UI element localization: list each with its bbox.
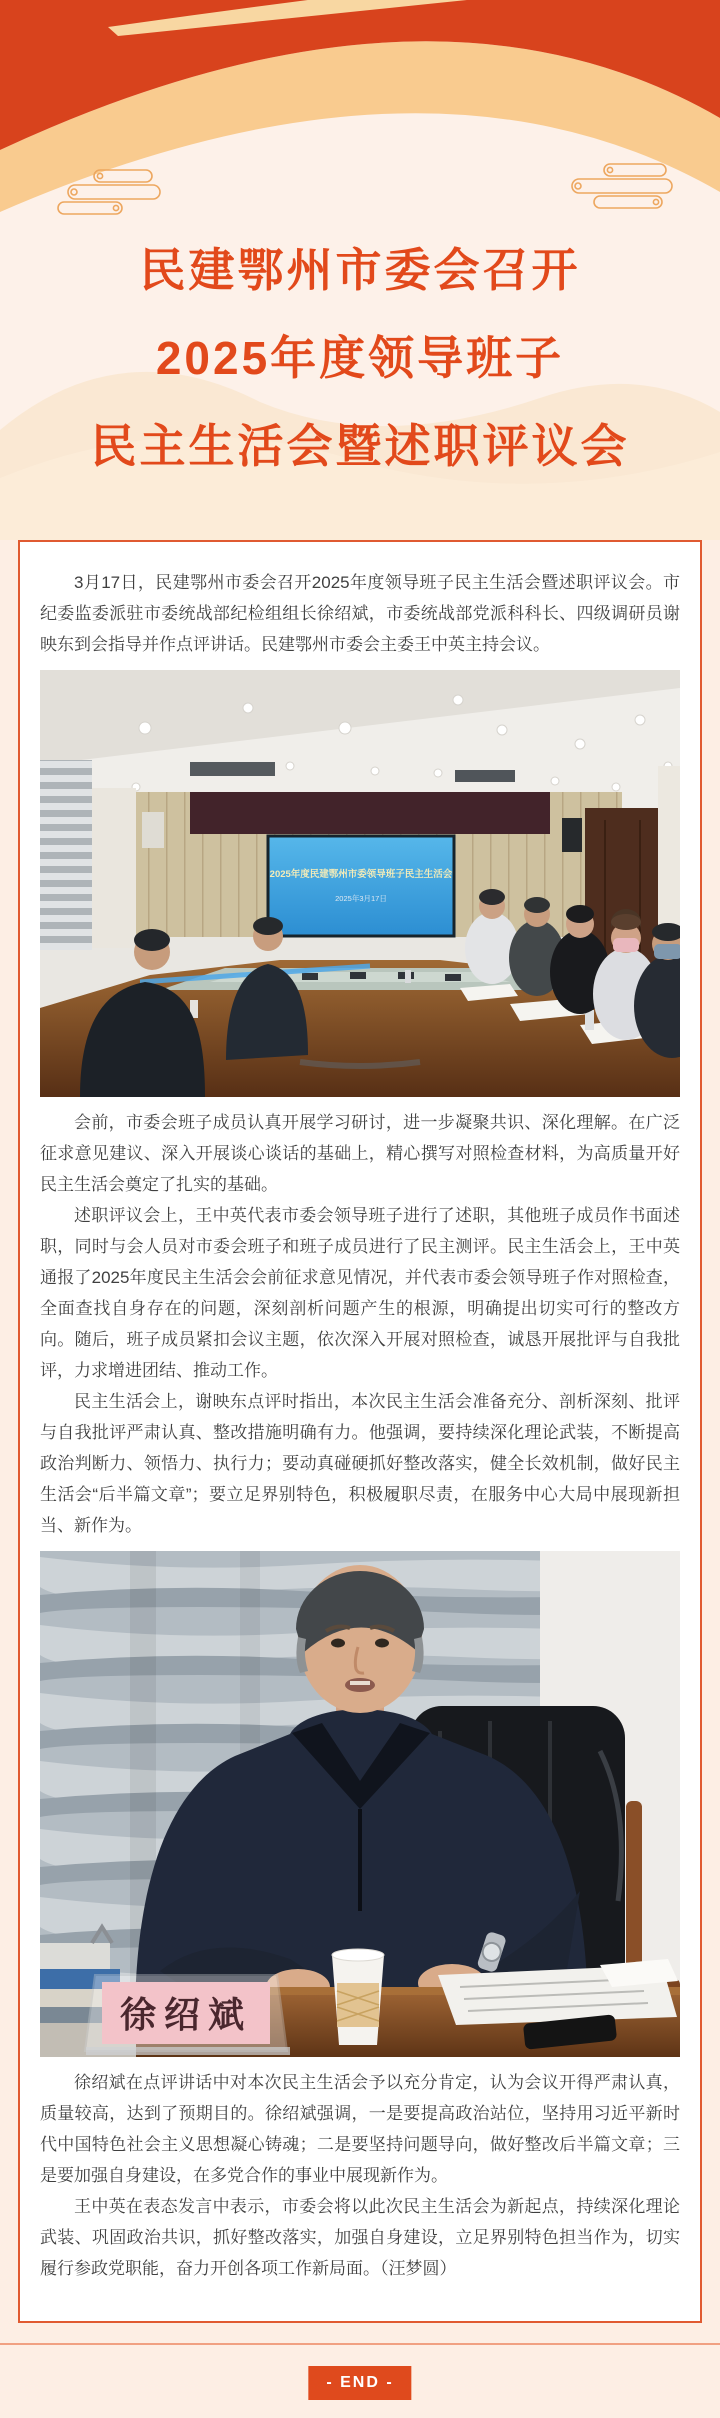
name-card-text: 徐绍斌 [119,1994,253,2035]
meeting-room-illustration [40,670,680,1097]
screen-header-panel [190,792,550,834]
speaker [562,818,582,852]
meeting-room-photo[interactable] [40,670,680,1097]
window-blinds [40,760,92,950]
page-title [0,226,720,490]
paper-cup [332,1949,384,2045]
end-badge: - END - [308,2366,411,2400]
projection-screen [268,836,454,936]
header-banner [0,0,720,540]
ac-vent [190,762,275,776]
article-paragraph: 会前，市委会班子成员认真开展学习研讨，进一步凝聚共识、深化理解。在广泛征求意见建议、深入开展谈心谈话的基础上，精心撰写对照检查材料，为高质量开好民主生活会奠定了扎实的基础。 [40,1113,680,1194]
article-paragraph: 徐绍斌在点评讲话中对本次民主生活会予以充分肯定，认为会议开得严肃认真，质量较高，达到了预期目的。徐绍斌强调，一是要提高政治站位，坚持用习近平新时代中国特色社会主义思想凝心铸魂；二是要坚持问题导向，做好整改后半篇文章；三是要加强自身建设，在多党合作的事业中展现新作为。 [40,2073,680,2185]
title-line-1: 民建鄂州市委会召开 [139,244,581,296]
screen-date-text: 2025年3月17日 [335,894,387,903]
screen-title-text: 2025年度民建鄂州市委领导班子民主生活会 [269,869,453,880]
article-card [18,540,702,2323]
article-paragraph: 民主生活会上，谢映东点评时指出，本次民主生活会准备充分、剖析深刻、批评与自我批评严肃认真、整改措施明确有力。他强调，要持续深化理论武装，不断提高政治判断力、领悟力、执行力；要动真碰硬抓好整改落实，健全长效机制，做好民主生活会“后半篇文章”；要立足界别特色，积极履职尽责，在服务中心大局中展现新担当、新作为。 [40,1392,680,1535]
speaker [142,812,164,848]
article-paragraph: 王中英在表态发言中表示，市委会将以此次民主生活会为新起点，持续深化理论武装、巩固政治共识，抓好整改落实，加强自身建设，立足界别特色担当作为，切实履行参政党职能，奋力开创各项工作新局面。（汪梦圆） [40,2197,680,2278]
speaker-illustration [40,1551,680,2057]
wall-column [92,788,136,948]
title-line-2: 2025年度领导班子 [155,332,565,384]
ac-vent [455,770,515,782]
article-paragraph: 3月17日，民建鄂州市委会召开2025年度领导班子民主生活会暨述职评议会。市纪委监委派驻市委统战部纪检组组长徐绍斌，市委统战部党派科科长、四级调研员谢映东到会指导并作点评讲话。民建鄂州市委会主委王中英主持会议。 [40,573,680,654]
speaker-photo[interactable] [40,1551,680,2057]
name-card [85,1975,290,2055]
article-paragraph: 述职评议会上，王中英代表市委会领导班子进行了述职，其他班子成员作书面述职，同时与会人员对市委会班子和班子成员进行了民主测评。民主生活会上，王中英通报了2025年度民主生活会会前征求意见情况，并代表市委会领导班子作对照检查，全面查找自身存在的问题，深刻剖析问题产生的根源，明确提出切实可行的整改方向。随后，班子成员紧扣会议主题，依次深入开展对照检查，诚恳开展批评与自我批评，力求增进团结、推动工作。 [40,1206,680,1380]
title-line-3: 民主生活会暨述职评议会 [90,420,630,472]
footer-divider [0,2343,720,2345]
